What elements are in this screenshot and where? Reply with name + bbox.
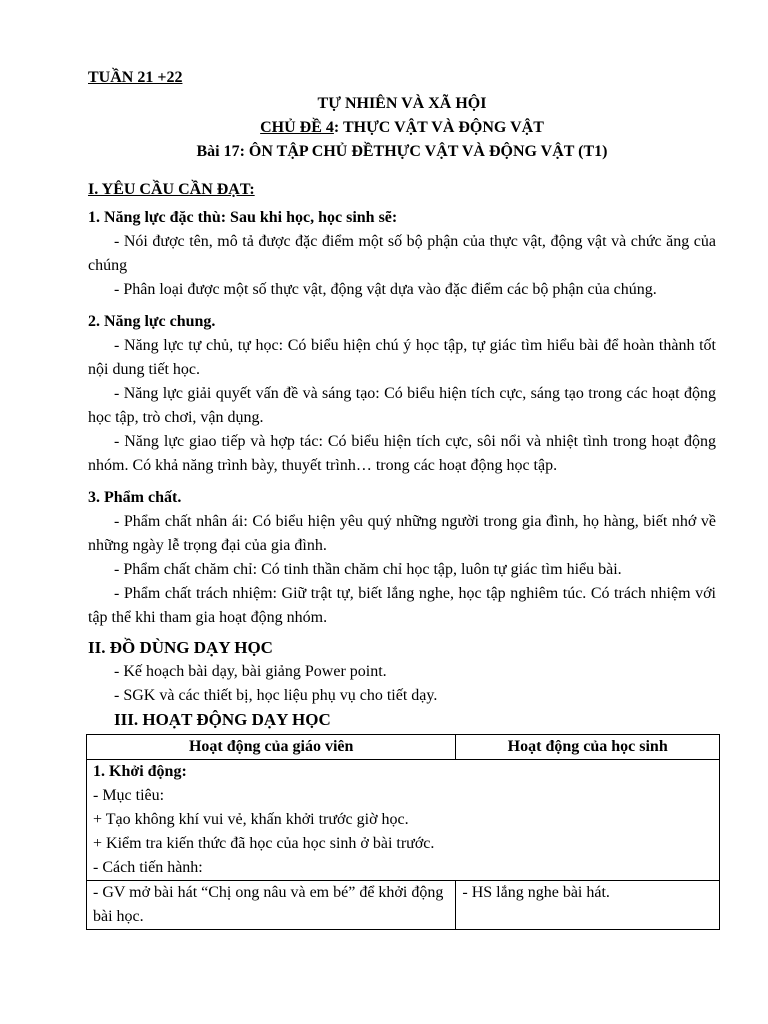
topic-rest: : THỰC VẬT VÀ ĐỘNG VẬT (333, 119, 544, 136)
week-label: TUẦN 21 +22 (88, 69, 183, 86)
warmup-cell (87, 760, 720, 881)
teacher-column-header: Hoạt động của giáo viên (87, 735, 456, 760)
subject-title: TỰ NHIÊN VÀ XÃ HỘI (317, 95, 487, 112)
section-3-title: III. HOẠT ĐỘNG DẠY HỌC (114, 710, 331, 729)
section-2-title: II. ĐỒ DÙNG DẠY HỌC (88, 638, 273, 657)
section-1-sub-3: 3. Phẩm chất. (88, 489, 182, 506)
paragraph: - Phẩm chất chăm chỉ: Có tinh thần chăm chỉ học tập, luôn tự giác tìm hiểu bài. (114, 561, 622, 578)
warmup-line: + Tạo không khí vui vẻ, khấn khởi trước giờ học. (93, 811, 409, 828)
table-row (87, 760, 720, 881)
activities-table (86, 734, 720, 930)
warmup-line: - Cách tiến hành: (93, 859, 203, 876)
paragraph: - Phẩm chất nhân ái: Có biểu hiện yêu quý những người trong gia đình, họ hàng, biết nhớ về những ngày lễ trọng đại của gia đình. (88, 513, 716, 554)
topic-prefix: CHỦ ĐỀ 4 (260, 119, 334, 136)
document-page (88, 66, 716, 930)
lesson-title: Bài 17: ÔN TẬP CHỦ ĐỀTHỰC VẬT VÀ ĐỘNG VẬT (T1) (196, 143, 608, 160)
warmup-line: + Kiểm tra kiến thức đã học của học sinh ở bài trước. (93, 835, 435, 852)
student-column-header: Hoạt động của học sinh (456, 735, 720, 760)
table-header-row (87, 735, 720, 760)
student-activity-cell: - HS lắng nghe bài hát. (456, 881, 720, 930)
section-1-sub-1: 1. Năng lực đặc thù: Sau khi học, học sinh sẽ: (88, 209, 398, 226)
paragraph: - Nói được tên, mô tả được đặc điểm một số bộ phận của thực vật, động vật và chức ăng của chúng (88, 233, 716, 274)
warmup-heading: 1. Khởi động: (93, 763, 187, 780)
paragraph: - Năng lực giao tiếp và hợp tác: Có biểu hiện tích cực, sôi nổi và nhiệt tình trong hoạt động nhóm. Có khả năng trình bày, thuyết trình… trong các hoạt động học tập. (88, 433, 716, 474)
topic-title (88, 116, 716, 140)
list-item: - Kế hoạch bài dạy, bài giảng Power point. (114, 663, 387, 680)
paragraph: - Năng lực tự chủ, tự học: Có biểu hiện chú ý học tập, tự giác tìm hiểu bài để hoàn thành tốt nội dung tiết học. (88, 337, 716, 378)
list-item: - SGK và các thiết bị, học liệu phụ vụ cho tiết dạy. (114, 687, 438, 704)
table-row (87, 881, 720, 930)
teacher-activity-cell: - GV mở bài hát “Chị ong nâu và em bé” để khởi động bài học. (87, 881, 456, 930)
paragraph: - Phân loại được một số thực vật, động vật dựa vào đặc điểm các bộ phận của chúng. (114, 281, 657, 298)
warmup-line: - Mục tiêu: (93, 787, 165, 804)
section-1-title: I. YÊU CẦU CẦN ĐẠT: (88, 181, 255, 198)
section-1-sub-2: 2. Năng lực chung. (88, 313, 216, 330)
paragraph: - Phẩm chất trách nhiệm: Giữ trật tự, biết lắng nghe, học tập nghiêm túc. Có trách nhiệm với tập thể khi tham gia hoạt động nhóm. (88, 585, 716, 626)
paragraph: - Năng lực giải quyết vấn đề và sáng tạo: Có biểu hiện tích cực, sáng tạo trong các hoạt động học tập, trò chơi, vận dụng. (88, 385, 716, 426)
